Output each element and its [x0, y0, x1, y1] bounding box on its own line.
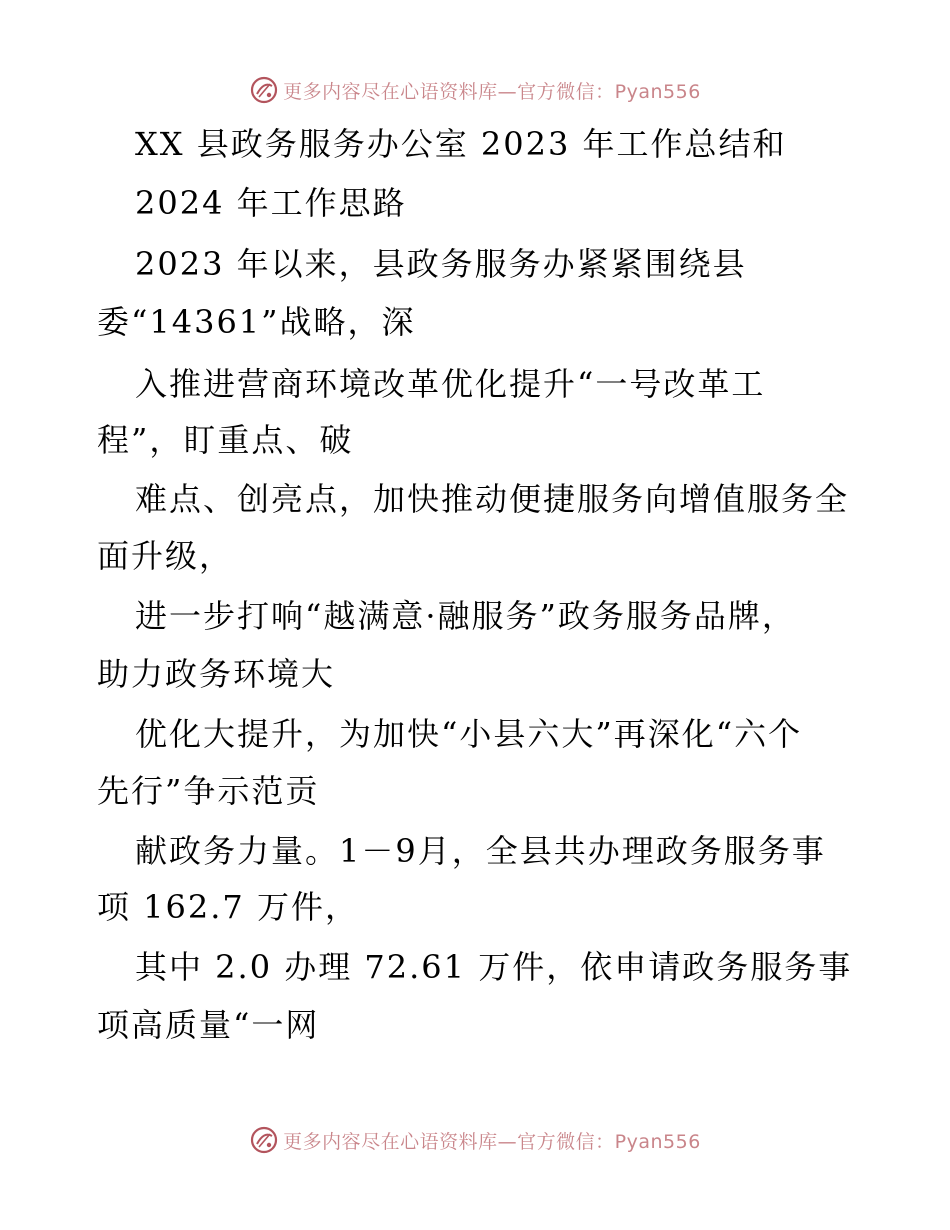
text-line: 项高质量“一网 — [97, 1006, 320, 1044]
text-line: 委“14361”战略，深 — [97, 303, 416, 341]
text-line: 其中 2.0 办理 72.61 万件，依申请政务服务事 — [135, 948, 853, 986]
document-title-line-2: 2024 年工作思路 — [135, 184, 407, 222]
document-title-line-1: XX 县政务服务办公室 2023 年工作总结和 — [135, 125, 787, 163]
text-line: 先行”争示范贡 — [97, 772, 320, 810]
text-line: 难点、创亮点，加快推动便捷服务向增值服务全 — [135, 480, 850, 518]
seal-logo-icon — [249, 1125, 279, 1155]
text-line: 项 162.7 万件， — [97, 888, 359, 926]
text-line: 入推进营商环境改革优化提升“一号改革工 — [135, 365, 766, 403]
watermark-text: 更多内容尽在心语资料库—官方微信：Pyan556 — [283, 80, 701, 103]
text-line: 程”，盯重点、破 — [97, 421, 354, 459]
text-line: 助力政务环境大 — [97, 655, 336, 693]
text-line: 进一步打响“越满意·融服务”政务服务品牌， — [135, 597, 796, 635]
text-line: 面升级， — [97, 537, 234, 575]
footer-watermark — [0, 1120, 950, 1160]
watermark-text: 更多内容尽在心语资料库—官方微信：Pyan556 — [283, 1130, 701, 1153]
seal-logo-icon — [249, 75, 279, 105]
text-line: 优化大提升，为加快“小县六大”再深化“六个 — [135, 715, 803, 753]
text-line: 献政务力量。1－9月，全县共办理政务服务事 — [135, 832, 826, 870]
text-line: 2023 年以来，县政务服务办紧紧围绕县 — [135, 245, 747, 283]
watermark-group — [249, 75, 701, 105]
watermark-group — [249, 1125, 701, 1155]
header-watermark — [0, 70, 950, 110]
